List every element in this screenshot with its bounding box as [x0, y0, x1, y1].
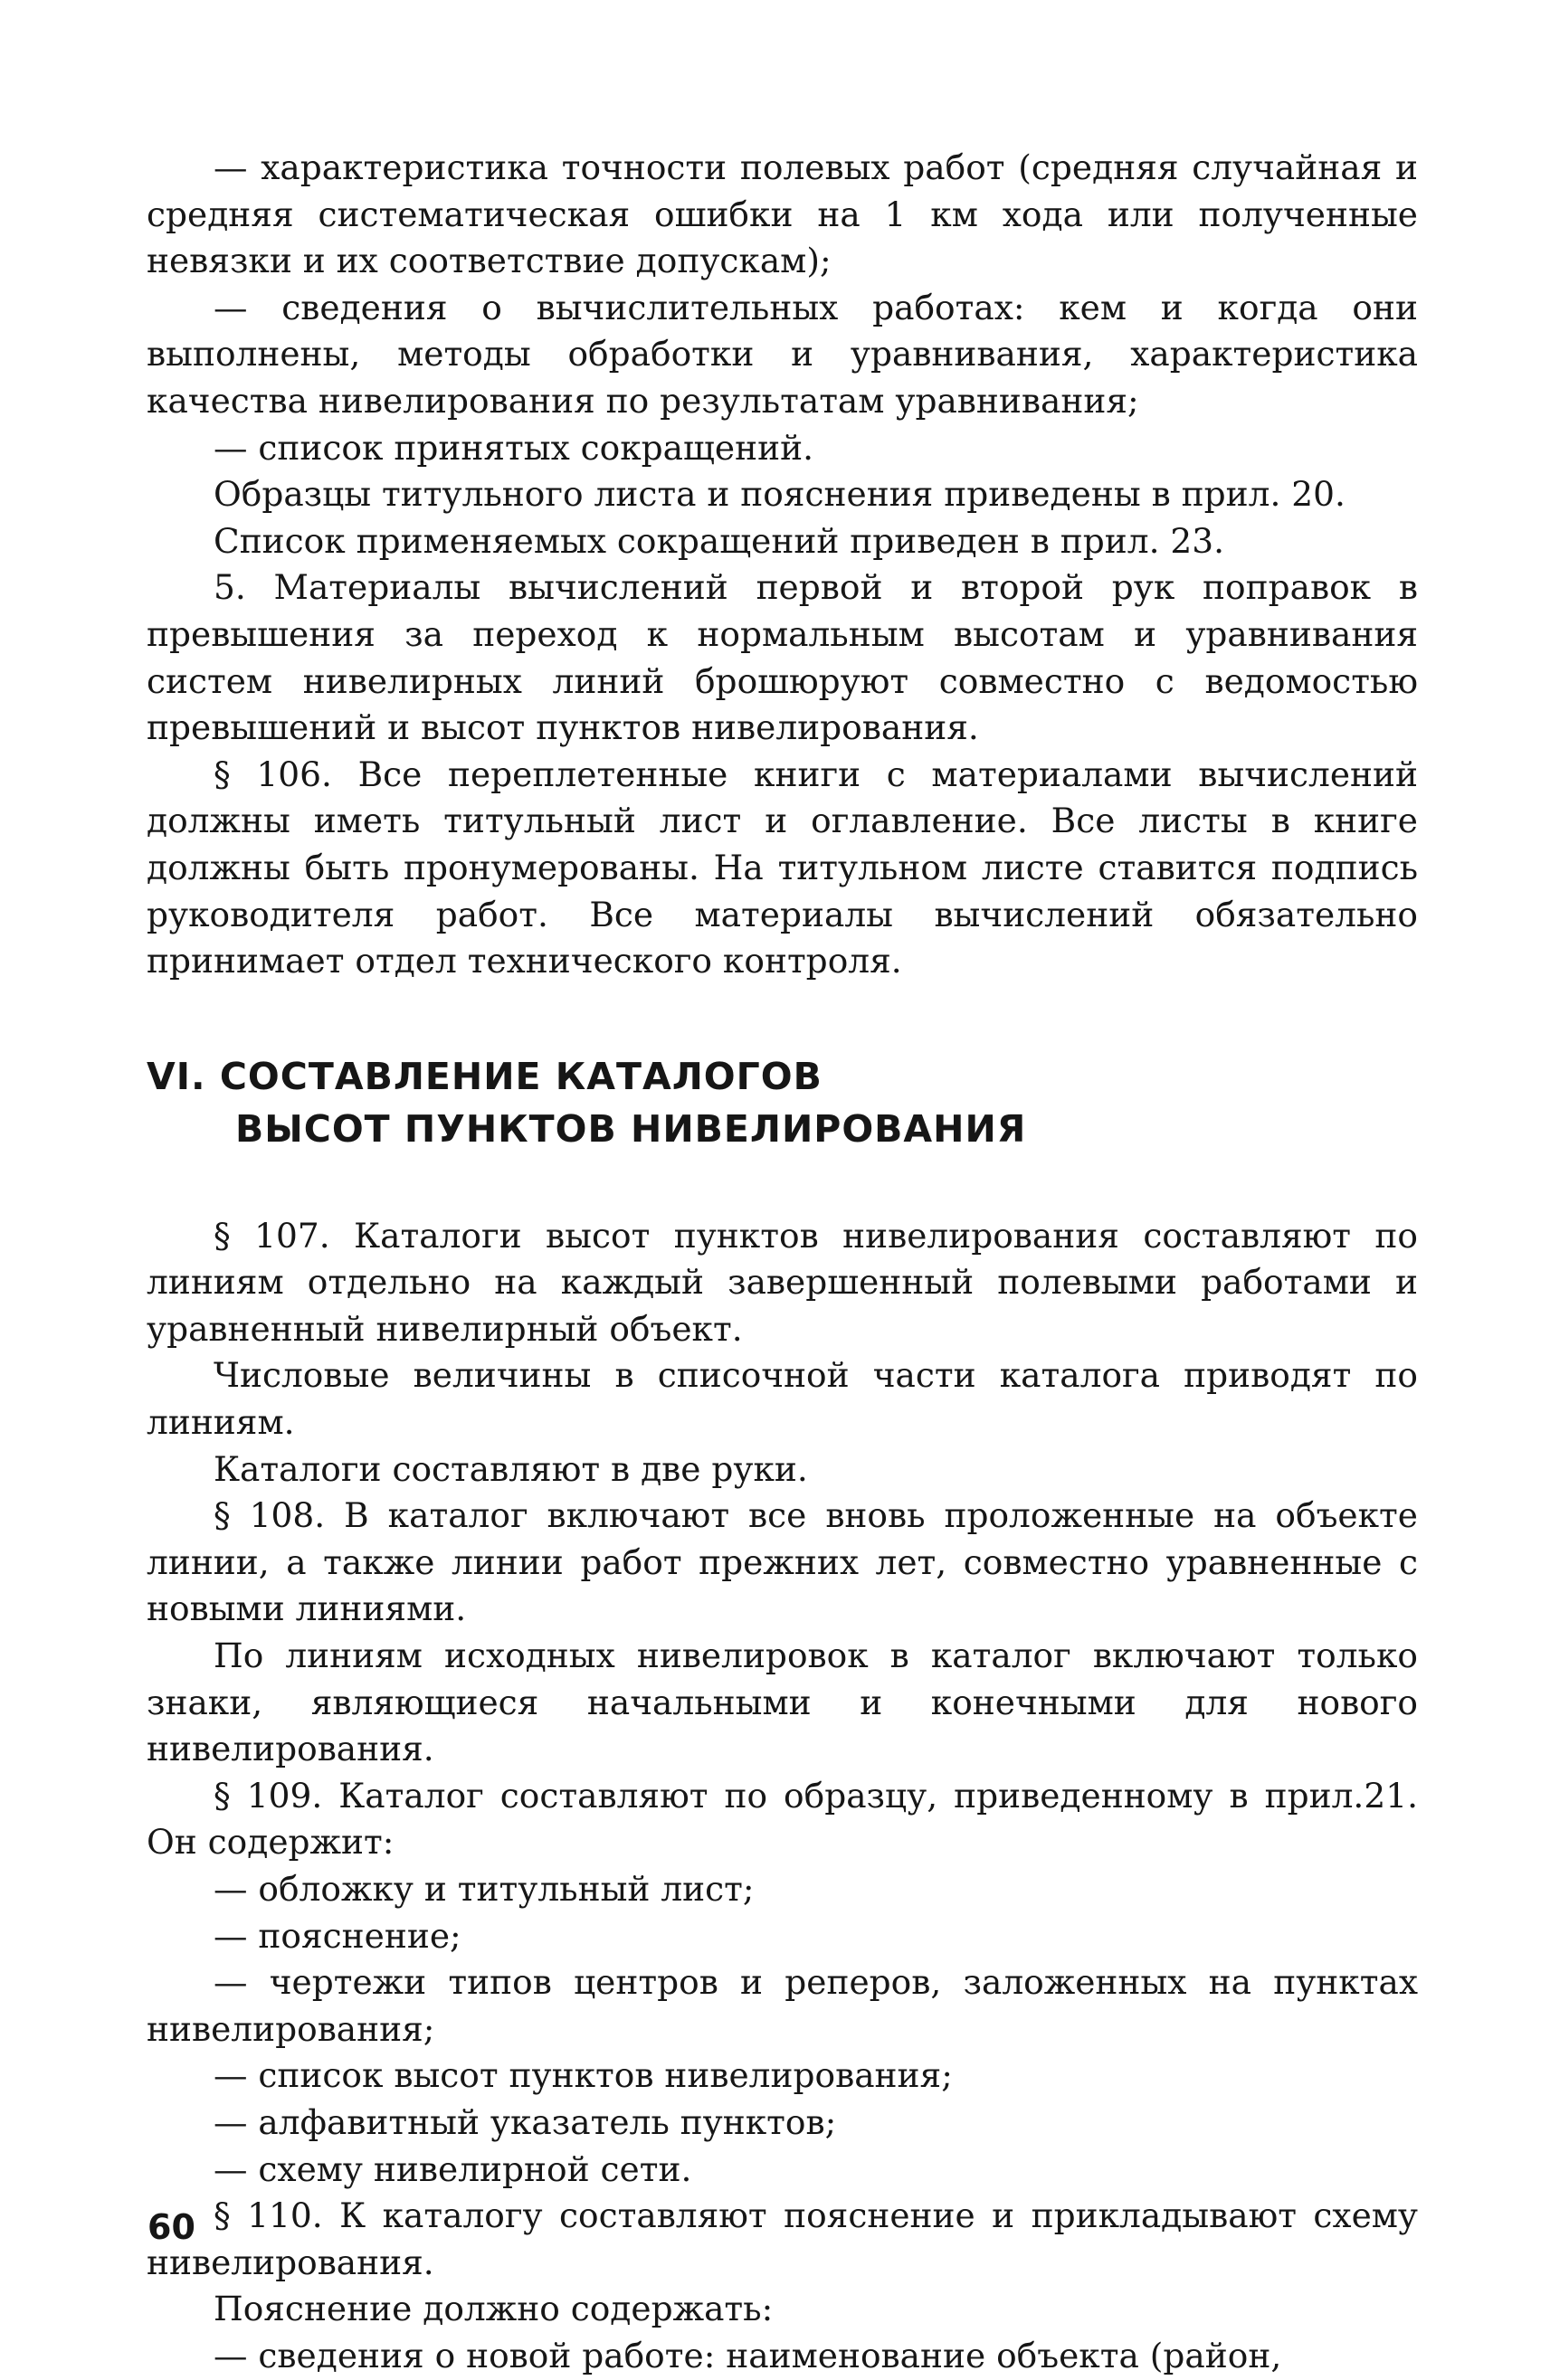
list-item-index: — алфавитный указатель пунктов;	[214, 2101, 837, 2142]
list-item-drawings: — чертежи типов центров и реперов, заложенных на пунктах нивелирования;	[147, 1962, 1418, 2049]
paragraph-samples: Образцы титульного листа и пояснения приведены в прил. 20.	[214, 474, 1346, 515]
paragraph-accuracy: — характеристика точности полевых работ (средняя случайная и средняя систематическая ошибки на 1 км хода или полученные невязки и их соответствие допускам);	[147, 147, 1418, 281]
text-block-top	[147, 145, 1418, 985]
section-heading	[147, 1050, 1418, 1155]
text-block-bottom	[147, 1213, 1418, 2380]
list-item-new-work: — сведения о новой работе: наименование объекта (район,	[214, 2335, 1282, 2375]
paragraph-107: § 107. Каталоги высот пунктов нивелирования составляют по линиям отдельно на каждый завершенный полевыми работами и уравненный нивелирный объект.	[147, 1215, 1418, 1349]
list-item-explanation: — пояснение;	[214, 1915, 461, 1956]
paragraph-108: § 108. В каталог включают все вновь проложенные на объекте линии, а также линии работ прежних лет, совместно уравненные с новыми линиями.	[147, 1495, 1418, 1629]
section-heading-line-1: VI. СОСТАВЛЕНИЕ КАТАЛОГОВ	[147, 1054, 823, 1098]
section-heading-line-2: ВЫСОТ ПУНКТОВ НИВЕЛИРОВАНИЯ	[235, 1106, 1027, 1151]
paragraph-item-5: 5. Материалы вычислений первой и второй рук поправок в превышения за переход к нормальным высотам и уравнивания систем нивелирных линий брошюруют совместно с ведомостью превышений и высот пунктов нивелирования.	[147, 567, 1418, 748]
paragraph-initial-lines: По линиям исходных нивелировок в каталог включают только знаки, являющиеся начальными и конечными для нового нивелирования.	[147, 1636, 1418, 1769]
list-item-scheme: — схему нивелирной сети.	[214, 2148, 692, 2189]
paragraph-two-hands: Каталоги составляют в две руки.	[214, 1448, 808, 1489]
paragraph-109: § 109. Каталог составляют по образцу, приведенному в прил.21. Он содержит:	[147, 1775, 1418, 1863]
paragraph-numeric-values: Числовые величины в списочной части каталога приводят по линиям.	[147, 1355, 1418, 1443]
page-number: 60	[147, 2207, 195, 2247]
paragraph-abbreviations: — список принятых сокращений.	[214, 427, 813, 468]
paragraph-computations: — сведения о вычислительных работах: кем и когда они выполнены, методы обработки и уравнивания, характеристика качества нивелирования по результатам уравнивания;	[147, 287, 1418, 421]
paragraph-110: § 110. К каталогу составляют пояснение и прикладывают схему нивелирования.	[147, 2195, 1418, 2282]
paragraph-abbrev-list: Список применяемых сокращений приведен в прил. 23.	[214, 520, 1225, 561]
list-item-cover: — обложку и титульный лист;	[214, 1869, 755, 1909]
paragraph-106: § 106. Все переплетенные книги с материалами вычислений должны иметь титульный лист и оглавление. Все листы в книге должны быть пронумерованы. На титульном листе ставится подпись руководителя работ. Все материалы вычислений обязательно принимает отдел технического контроля.	[147, 754, 1418, 981]
list-item-heights: — список высот пунктов нивелирования;	[214, 2055, 953, 2096]
paragraph-explanation-contents: Пояснение должно содержать:	[214, 2289, 774, 2329]
